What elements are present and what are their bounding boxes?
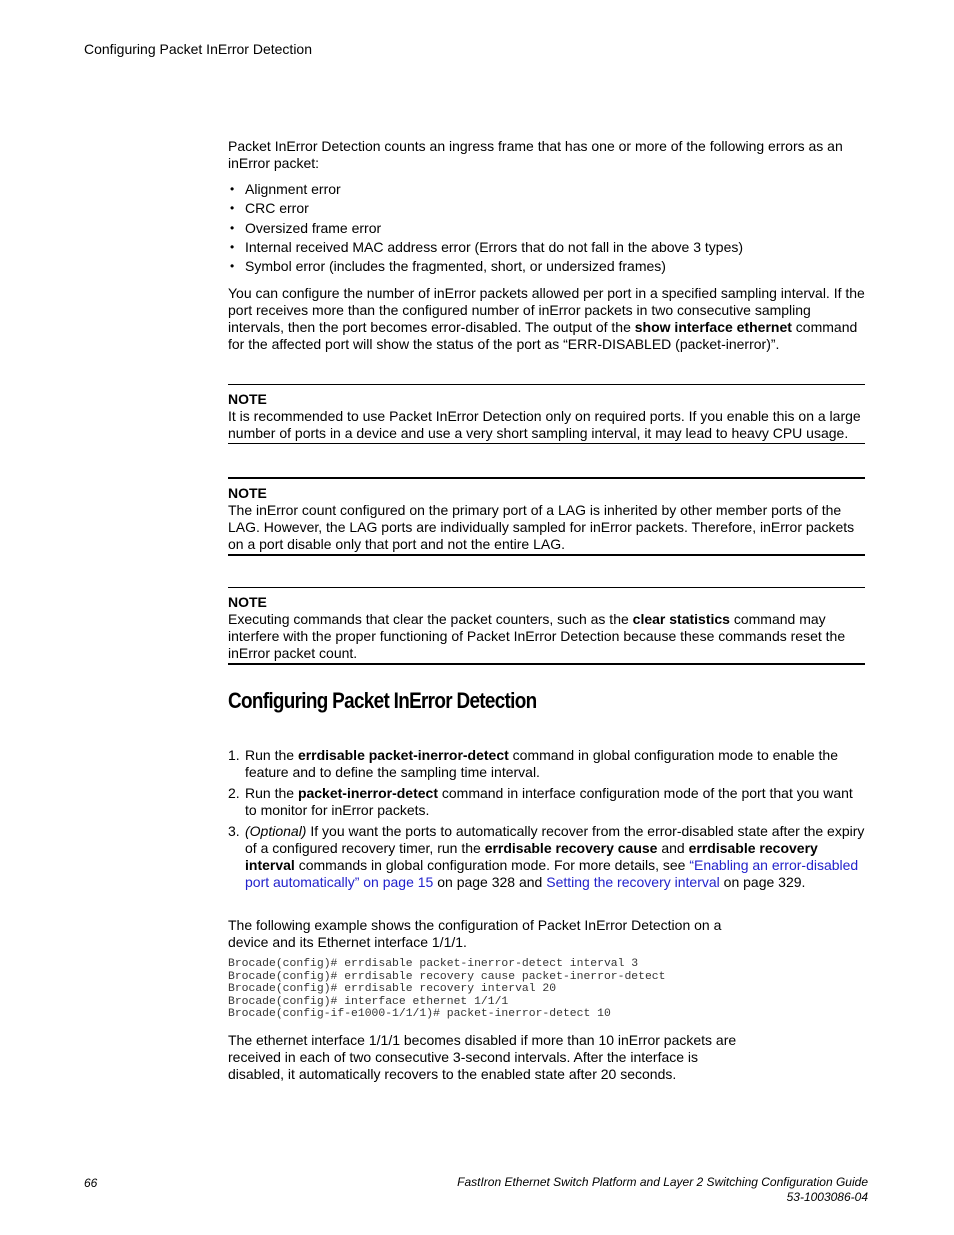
step-text: Run the xyxy=(245,747,298,763)
example-intro: The following example shows the configuration of Packet InError Detection on a device and its Ethernet interface 1/1/1. xyxy=(228,917,722,950)
note-bottom-rule xyxy=(228,554,865,556)
command-errdisable-recovery-interval: errdisable recovery interval xyxy=(245,840,818,873)
step-2 xyxy=(228,785,866,819)
list-item: • Alignment error xyxy=(228,181,868,200)
footer-doc-info xyxy=(457,1175,868,1205)
note-label: NOTE xyxy=(228,594,267,610)
step-text: and xyxy=(657,840,689,856)
example-explanation: The ethernet interface 1/1/1 becomes disabled if more than 10 inError packets are received in each of two consecutive 3-second intervals. After the interface is disabled, it automatically recovers to the enabled state after 20 seconds. xyxy=(228,1032,737,1082)
note-cpu-usage xyxy=(228,384,865,444)
procedure-steps xyxy=(228,747,866,891)
note-top-rule xyxy=(228,384,865,385)
step-3 xyxy=(228,823,866,891)
footer-doc-title: FastIron Ethernet Switch Platform and Layer 2 Switching Configuration Guide xyxy=(457,1175,868,1189)
note-label: NOTE xyxy=(228,485,267,501)
note-text-end: command may interfere with the proper functioning of Packet InError Detection because these commands reset the inError packet count. xyxy=(228,611,846,661)
step-text: commands in global configuration mode. For more details, see xyxy=(294,857,690,873)
note-bottom-rule xyxy=(228,663,865,665)
running-header: Configuring Packet InError Detection xyxy=(84,41,312,57)
command-errdisable-packet-inerror-detect: errdisable packet-inerror-detect xyxy=(297,747,509,763)
config-paragraph xyxy=(228,285,868,353)
note-text-start: Executing commands that clear the packet counters, such as the xyxy=(228,611,633,627)
optional-label: (Optional) xyxy=(245,823,307,839)
note-text xyxy=(228,611,865,662)
section-title: Configuring Packet InError Detection xyxy=(228,688,537,713)
step-number: 2. xyxy=(228,785,240,801)
command-packet-inerror-detect: packet-inerror-detect xyxy=(297,785,438,801)
step-number: 3. xyxy=(228,823,240,839)
step-text: on page 329. xyxy=(719,874,806,890)
note-text: The inError count configured on the primary port of a LAG is inherited by other member ports of the LAG. However, the LAG ports are individually sampled for inError packets. Therefore, inError packets on a port disable only that port and not the entire LAG. xyxy=(228,502,855,552)
step-1 xyxy=(228,747,866,781)
command-clear-statistics: clear statistics xyxy=(632,611,730,627)
footer-doc-number: 53-1003086-04 xyxy=(786,1190,868,1204)
note-label: NOTE xyxy=(228,391,267,407)
note-bottom-rule xyxy=(228,443,865,444)
note-clear-statistics xyxy=(228,587,865,665)
note-lag xyxy=(228,477,865,556)
link-setting-recovery-interval[interactable]: Setting the recovery interval xyxy=(546,874,720,890)
note-text: It is recommended to use Packet InError Detection only on required ports. If you enable this on a large number of ports in a device and use a very short sampling interval, it may lead to heavy CPU usage. xyxy=(228,408,861,441)
step-number: 1. xyxy=(228,747,240,763)
step-text: Run the xyxy=(245,785,298,801)
list-item: • Internal received MAC address error (Errors that do not fall in the above 3 types) xyxy=(228,239,868,258)
step-text: command in interface configuration mode of the port that you want to monitor for inError packets. xyxy=(245,785,853,818)
step-text: on page 328 and xyxy=(433,874,547,890)
command-errdisable-recovery-cause: errdisable recovery cause xyxy=(484,840,658,856)
intro-block xyxy=(228,138,868,353)
list-item: • Oversized frame error xyxy=(228,220,868,239)
step-text: command in global configuration mode to enable the feature and to define the sampling time interval. xyxy=(245,747,839,780)
note-top-rule xyxy=(228,587,865,588)
error-types-list xyxy=(228,181,868,277)
page-number: 66 xyxy=(84,1176,98,1190)
link-enabling-error-disabled-port[interactable]: “Enabling an error-disabled port automatically” on page 15 xyxy=(245,857,859,890)
note-top-rule xyxy=(228,477,865,479)
config-paragraph-text: You can configure the number of inError packets allowed per port in a specified sampling interval. If the port receives more than the configured number of inError packets in two consecutive sampling intervals, then the port becomes error-disabled. The output of the xyxy=(228,285,865,336)
intro-paragraph: Packet InError Detection counts an ingress frame that has one or more of the following errors as an inError packet: xyxy=(228,138,843,171)
list-item: • Symbol error (includes the fragmented, short, or undersized frames) xyxy=(228,258,868,277)
command-show-interface: show interface ethernet xyxy=(634,319,792,336)
config-paragraph-text-end: command for the affected port will show the status of the port as “ERR-DISABLED (packet-inerror)”. xyxy=(228,319,858,353)
list-item: • CRC error xyxy=(228,200,868,219)
code-example: Brocade(config)# errdisable packet-inerror-detect interval 3 Brocade(config)# errdisable recovery cause packet-inerror-detect Brocade(config)# errdisable recovery interval 20 Brocade(config)# interface ethernet 1/1/1 Brocade(config-if-e1000-1/1/1)# packet-inerror-detect 10 xyxy=(228,958,666,1021)
step-text: If you want the ports to automatically recover from the error-disabled state after the expiry of a configured recovery timer, run the xyxy=(245,823,865,856)
